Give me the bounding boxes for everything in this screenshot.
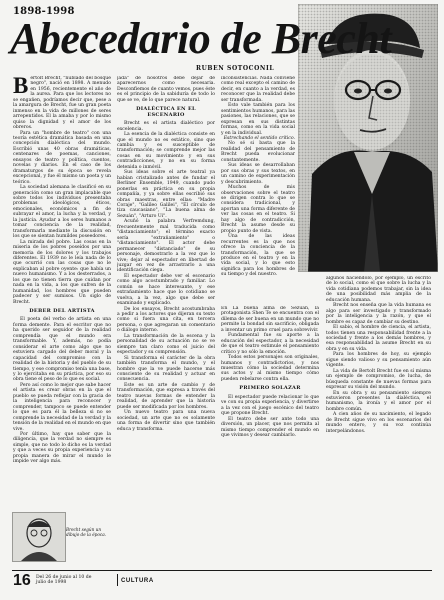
issue-dateline: Del 26 de junio al 10 de julio de 1998: [36, 575, 92, 586]
paragraph: Este es un arte de cambio y de transformación, que expresa a través del teatro nuevas formas de entender la realidad, de aprender que la historia puede ser modificada por los hombres.: [117, 382, 215, 410]
paragraph: Para los hombres de hoy, su ejemplo sigue siendo valioso y su pensamiento aún vigente.: [326, 352, 431, 369]
article-column-2: [117, 76, 215, 568]
paragraph: A cien años de su nacimiento, el legado de Brecht sigue vivo en los escenarios del mundo entero, y su voz continúa interpelándonos.: [326, 412, 431, 434]
paragraph: jada" de nosotros debe dejar de aparecernos como necesaria. Desconfiemos de cuanto vemos, pues éste es el principio de la sabiduría de todo lo que se ve, de lo que parece natural.: [117, 76, 215, 103]
paragraph: ertolt Brecht, "nublado del bosque negro", nació en 1898. A menudo en 1956, recientemente el año de la aurea. Para que los lectores no se engañen, podríamos decir que, pese a la amargura de Brecht, fue un gran poeta inmenso en la vida de millones de seres arrepentidos. El la amaba y por lo mismo quiso la dignidad y el amor de los obreros.: [13, 76, 111, 131]
sketch-caption: Brecht según un dibujo de la época.: [66, 527, 107, 537]
paragraph: Muchos de mis observaciones sobre el teatro se dirigen contra lo que se considera tradicional, y aportan una forma diferente de ver las cosas en el teatro. Si hay algo de contradicción, Brecht la asume desde su propio punto de vista.: [221, 185, 295, 234]
article-title: Abecedario de Brecht: [10, 14, 392, 63]
paragraph: El espectador debe ver el escenario como algo acostumbrado y familiar. Lo común se hace interesante, y ese extrañamiento hace que lo cotidiano se vuelva, a la vez, algo que debe ser examinado y explicado.: [117, 273, 215, 307]
paragraph: El espectador puede relacionar lo que ve con su propia experiencia, y divertirse a la vez con el juego escénico del teatro que propone Brecht.: [221, 394, 319, 417]
anniversary-years: 1898-1998: [13, 6, 75, 17]
article-column-3-lower: [221, 306, 319, 568]
paragraph: La vida de Bertolt Brecht fue en sí misma un ejemplo de compromiso, de lucha, de búsqueda constante de nuevas formas para expresar su visión del mundo.: [326, 368, 431, 391]
article-column-1: [13, 76, 111, 568]
paragraph: Brecht es el artista dialéctico por excelencia.: [117, 121, 215, 132]
footer-rule: [12, 570, 432, 571]
paragraph: Pero así como lo mejor que sabe hacer el artista es crear obras en la que el pueblo se pueda reflejar con la gracia de la inteligencia para reconocer y comprender, tampoco se puede entender lo que es para él la belleza si no se comprende la necesidad de la verdad y la tensión de la realidad en el mundo en que vive.: [13, 382, 111, 432]
paragraph: Para un "hombre de teatro" con una teoría estética dramática basada en una concepción dialéctica del mundo. Escribió unas 40 obras dramáticas, centenares de poemas, canciones, ensayos de teatro y política, cuentos, novelas y diarios. En el caso de los dramaturgos de su época se revela excepcional, y fue él mismo un poeta y un teórico.: [13, 130, 111, 185]
section-label: CULTURA: [121, 578, 154, 584]
paragraph: Todos estos personajes son originales, humanos y contradictorios, y nos muestran cómo la sociedad determina sus actos y al mismo tiempo cómo pueden rebelarse contra ella.: [221, 355, 319, 382]
paragraph: Sus ideas se desarrollaban por sus obras y sus textos, en un camino de experimentación y descubrimiento.: [221, 163, 295, 185]
article-column-4: [326, 276, 431, 568]
subhead: DEBER DEL ARTISTA: [29, 308, 95, 315]
paragraph: La mirada del pobre. Las cosas en la miseria de los pobres poseídos por una memoria de los dolores y los trabajos diferentes. El 1939 no le leía nada de lo que ocurrió con las cosas que no le explicaban al pobre oyente: que había un nuevo humanismo. Y a los desterrados, a los que no tienen tierra que cuidan por nada en la vida, a los que sufren de la humanidad, los hombres que pueden padecer y ser sumisos. Un siglo de Brecht.: [13, 239, 111, 305]
paragraph: La sociedad alemana le clasificó en su generación como un gran implacable que sobre todos los individuos presentaba problemas ideológicos, éticos, emocionales, económicos a fin de subrayar el amor, la lucha y la verdad, y la justicia. Ayudar a los seres humanos a tomar conciencia de la realidad, transformarla mediante la discusión en los que se sientan humildes poseedores.: [13, 185, 111, 240]
subhead: PRIMERO SOLAZAR: [239, 385, 301, 392]
paragraph: La esencia de la dialéctica consiste en que el mundo no es estático, sino que cambia y es susceptible de transformación; se comprende mejor las cosas en su movimiento y en sus contradicciones, y no en su forma detenida o inmóvil.: [117, 132, 215, 170]
paragraph: El poeta del verbo de artista en una forma demente. Para el escritor que no ha querido ser seguidor de la realidad comprendía que el mundo era transformable. Y, además, no podía considerar el arte como algo que no estuviera cargado del deber moral y la capacidad del compromiso con la realidad de la historia y del pueblo de su tiempo, y ese compromiso tenía una base, y lo ejercitaba en su práctica, por eso su obra tiene el peso de lo que es social.: [13, 317, 111, 383]
paragraph: Sus ideas sobre el arte teatral ya habían cristalizado antes de fundar el Berliner Ensemble, 1949, cuando pudo ponerlas en práctica en su propia compañía, y ya sobre ellas escribió sus obras maestras, entre ellas: "Madre Coraje", "Galileo Galilei", "El círculo de tiza caucasiano", "La buena alma de Sezuán", "Arturo Ui".: [117, 170, 215, 219]
page-number: 16: [13, 572, 31, 589]
paragraph: No sé si basta que la realidad del pensamiento de Brecht pueda evolucionar constantemente.: [221, 141, 295, 163]
paragraph: La transformación de la escena y la personalidad de su actuación no se ve siempre tan claro como el juicio del espectador y su comprensión.: [117, 333, 215, 356]
paragraph: Esto vale también para los sentimientos humanos, para las pasiones, las relaciones, que se expresan en sus distintas formas, como en la vida social y en la individual.: [221, 103, 295, 136]
paragraph: Un nuevo teatro para una nueva sociedad, un arte que no es solamente una forma de divertir sino que también educa y transforma.: [117, 410, 215, 432]
paragraph: algunos haciéndolo, por ejemplo, un escrito de lo social, como el que sobre la lucha y la vida cotidiana podemos trabajar, sin la idea de una posibilidad más amplia de la educación humana.: [326, 276, 431, 303]
paragraph: Una de las ideas recurrentes es la que nos ofrece la conciencia de la transformación, la que se produce en el teatro y en la vida social, y lo que esto significa para los hombres de su tiempo y del nuestro.: [221, 234, 295, 278]
paragraph: En La buena alma de Sezuán, la protagonista Shen Te se encuentra con el dilema de ser buena en un mundo que no permite la bondad sin sacrificio, obligada a inventar un primo cruel para sobrevivir.: [221, 306, 319, 333]
article-column-3: [221, 76, 295, 306]
paragraph: Si transforma el carácter de la obra también transforma el mundo, y el hombre que la ve puede hacerse más consciente de su realidad y actuar en consecuencia.: [117, 355, 215, 383]
paragraph: Por último, hay que saber que la diligencia, que la verdad no siempre es simple, que no todo lo dicho es la verdad y que a veces su propia experiencia y su propia manera de mirar el mundo le impide ver algo más.: [13, 432, 111, 465]
paragraph: inconsistencias. Nada conviene como real excepto el camino de decir, en cuanto a la verdad, es reconocer que la realidad debe ser transformada.: [221, 76, 295, 103]
paragraph: Fundamental fue su aporte a la educación del espectador, a la necesidad de que el teatro estimule el pensamiento crítico y no sólo la emoción.: [221, 333, 319, 355]
paragraph: De los ensayos, Brecht acostumbraba a pedir a los actores que dijeran su texto como si fuera una cita, en tercera persona, o que agregaran un comentario o diálogo interno.: [117, 306, 215, 334]
portrait-sketch-icon: [12, 512, 66, 562]
paragraph: Brecht nos enseña que la vida humana es algo para ser investigado y transformado por la inteligencia y la razón, y que el hombre es capaz de cambiar su destino.: [326, 303, 431, 325]
paragraph: El sabio, el hombre de ciencia, el artista, todos tienen una responsabilidad frente a la sociedad y frente a los demás hombres, y esa responsabilidad la asume Brecht en su obra y en su vida.: [326, 325, 431, 352]
section-divider: [117, 574, 118, 586]
paragraph: Estrechando el sentido crítico.: [223, 135, 295, 141]
paragraph: En su obra y su pensamiento siempre estuvieron presentes la dialéctica, el humanismo, la ironía y el amor por el hombre común.: [326, 390, 431, 412]
paragraph: El teatro debe ser ante todo una diversión, un placer, que nos permita al mismo tiempo comprender el mundo en que vivimos y desear cambiarlo.: [221, 416, 319, 438]
article-byline: RUBEN SOTOCONIL: [196, 65, 275, 72]
paragraph: Acuñó la palabra Verfremdung, frecuentemente mal traducida como "distanciamiento"; el término exacto sería "extrañamiento" o "distanciamiento". El actor debe permanecer "distanciado" de su personaje, demostrarlo a la vez que lo vive; dejar al espectador en libertad de juzgar en vez de arrastrarlo a una identificación ciega.: [117, 219, 215, 274]
subhead: DIALÉCTICA EN EL ESCENARIO: [136, 106, 196, 118]
dropcap: B: [13, 76, 29, 98]
